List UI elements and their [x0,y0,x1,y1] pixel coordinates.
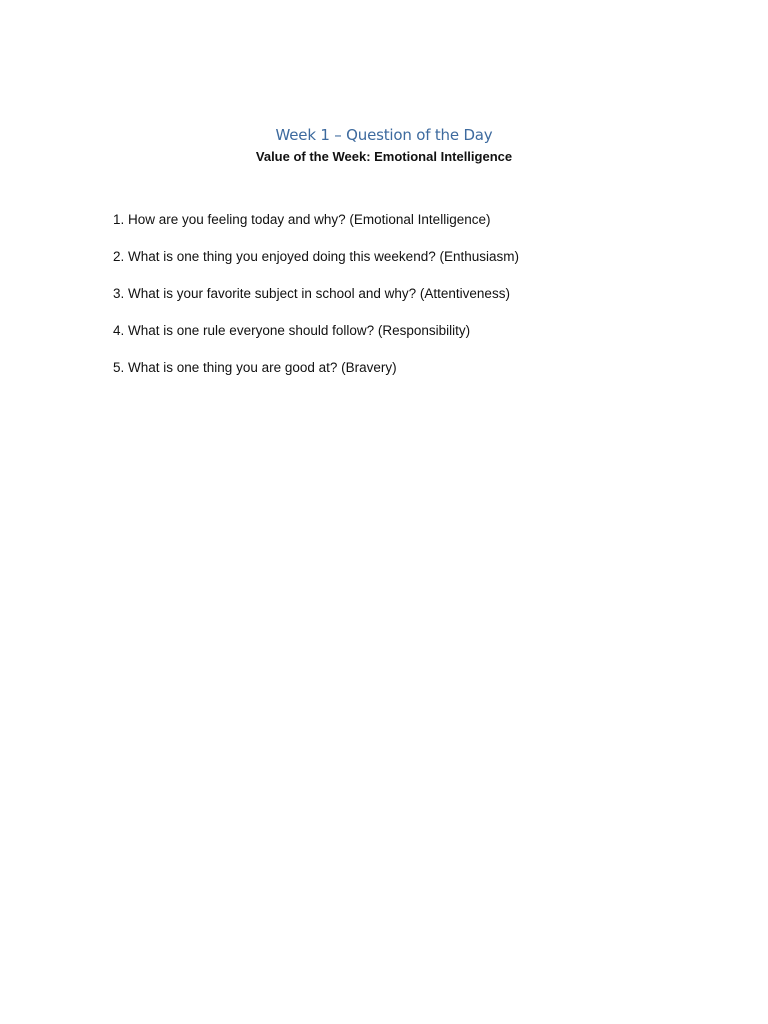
question-item: 3. What is your favorite subject in school and why? (Attentiveness) [113,286,510,301]
question-item: 1. How are you feeling today and why? (Emotional Intelligence) [113,212,491,227]
document-subtitle: Value of the Week: Emotional Intelligence [255,149,513,164]
question-item: 5. What is one thing you are good at? (Bravery) [113,360,397,375]
question-item: 4. What is one rule everyone should follow? (Responsibility) [113,323,471,338]
question-item: 2. What is one thing you enjoyed doing this weekend? (Enthusiasm) [113,249,519,264]
document-title: Week 1 – Question of the Day [275,126,493,144]
question-list [113,211,673,396]
